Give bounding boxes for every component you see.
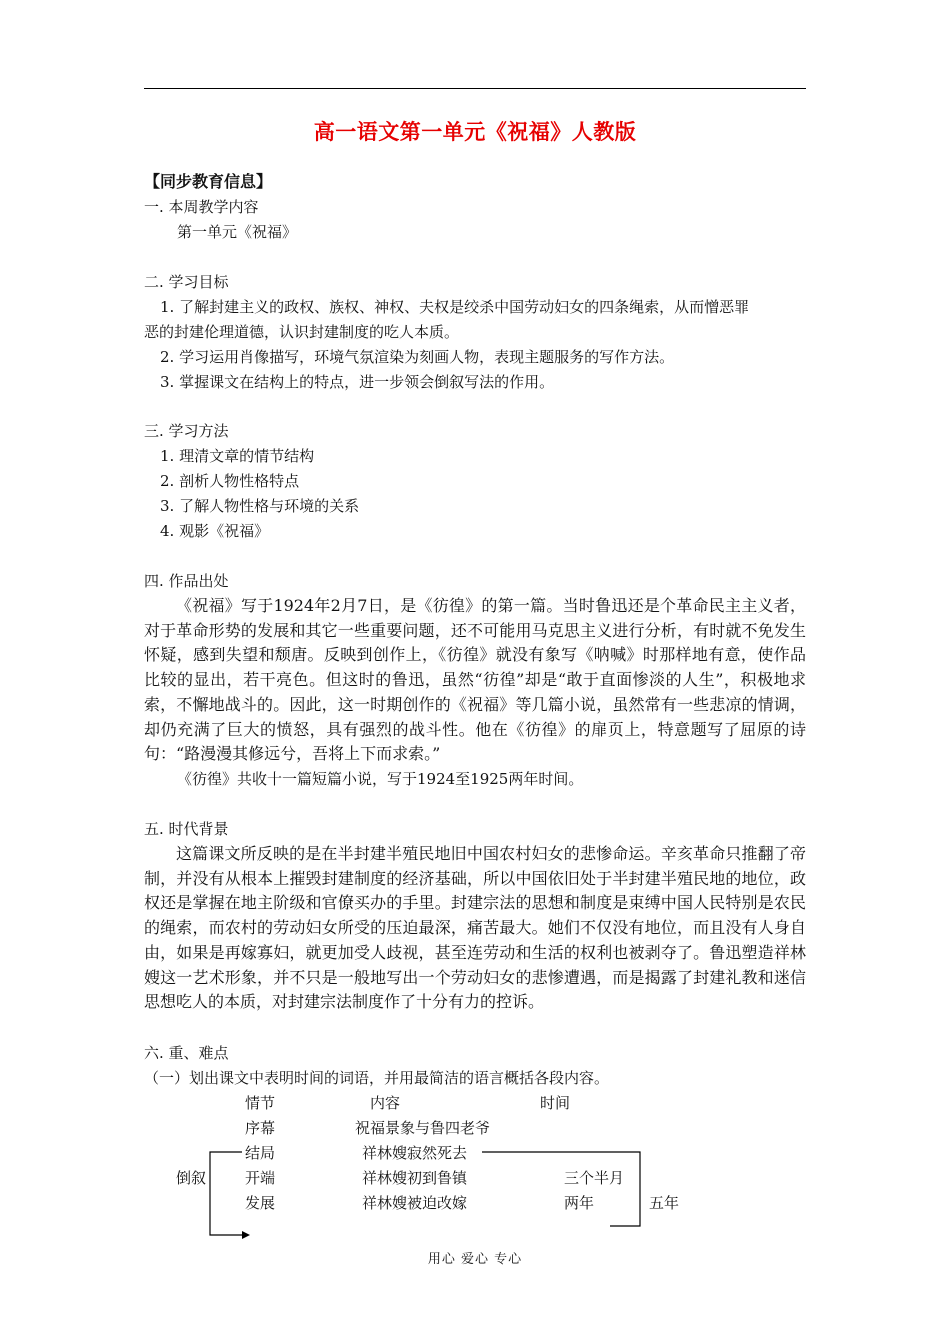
- s1-content: 第一单元《祝福》: [177, 223, 298, 241]
- table-header-content: 内容: [370, 1094, 401, 1112]
- row-3-content: 祥林嫂初到鲁镇: [362, 1169, 468, 1187]
- s3-item-2: 2. 剖析人物性格特点: [160, 472, 300, 490]
- row-2-content: 祥林嫂寂然死去: [362, 1144, 468, 1162]
- s2-item-3: 3. 掌握课文在结构上的特点，进一步领会倒叙写法的作用。: [160, 373, 555, 391]
- page-title: 高一语文第一单元《祝福》人教版: [313, 119, 637, 144]
- row-1-plot: 序幕: [245, 1119, 276, 1137]
- s6-subheading: （一）划出课文中表明时间的词语，并用最简洁的语言概括各段内容。: [144, 1069, 610, 1087]
- row-4-time: 两年: [564, 1194, 595, 1212]
- row-1-content: 祝福景象与鲁四老爷: [355, 1119, 491, 1137]
- s2-item-1-cont: 恶的封建伦理道德，认识封建制度的吃人本质。: [144, 323, 460, 341]
- five-years-label: 五年: [649, 1194, 680, 1212]
- header-rule: [144, 88, 806, 89]
- s5-paragraph: 这篇课文所反映的是在半封建半殖民地旧中国农村妇女的悲惨命运。辛亥革命只推翻了帝制，并没有从根本上摧毁封建制度的经济基础，所以中国依旧处于半封建半殖民地的地位，政权还是掌握在地主阶级和官僚买办的手里。封建宗法的思想和制度是束缚中国人民特别是农民的绳索，而农村的劳动妇女所受的压迫最深，痛苦最大。她们不仅没有地位，而且没有人身自由，如果是再嫁寡妇，就更加受人歧视，甚至连劳动和生活的权利也被剥夺了。鲁迅塑造祥林嫂这一艺术形象，并不只是一般地写出一个劳动妇女的悲惨遭遇，而是揭露了封建礼教和迷信思想吃人的本质，对封建宗法制度作了十分有力的控诉。: [144, 844, 806, 1012]
- row-4-plot: 发展: [245, 1194, 276, 1212]
- row-3-plot: 开端: [245, 1169, 276, 1187]
- s6-heading: 六. 重、难点: [144, 1044, 229, 1062]
- s4-heading: 四. 作品出处: [144, 572, 229, 590]
- s3-item-4: 4. 观影《祝福》: [160, 522, 270, 540]
- flashback-arrow-line: [210, 1152, 244, 1235]
- section-heading: 【同步教育信息】: [144, 172, 273, 191]
- s1-heading: 一. 本周教学内容: [144, 198, 259, 216]
- s3-item-1: 1. 理清文章的情节结构: [160, 447, 315, 465]
- row-3-time: 三个半月: [564, 1169, 625, 1187]
- row-4-content: 祥林嫂被迫改嫁: [362, 1194, 468, 1212]
- flashback-arrowhead: [242, 1231, 250, 1239]
- s4-paragraph-1: 《祝福》写于1924年2月7日，是《彷徨》的第一篇。当时鲁迅还是个革命民主主义者，对于革命形势的发展和其它一些重要问题，还不可能用马克思主义进行分析，有时就不免发生怀疑，感到失望和颓唐。反映到创作上，《彷徨》就没有象写《呐喊》时那样地有意，使作品比较的显出，若干亮色。但这时的鲁迅，虽然“彷徨”却是“敢于直面惨淡的人生”，积极地求索，不懈地战斗的。因此，这一时期创作的《祝福》等几篇小说，虽然常有一些悲凉的情调，却仍充满了巨大的愤怒，具有强烈的战斗性。他在《彷徨》的扉页上，特意题写了屈原的诗句：“路漫漫其修远兮，吾将上下而求索。”: [144, 596, 806, 764]
- s2-item-2: 2. 学习运用肖像描写，环境气氛渲染为刻画人物，表现主题服务的写作方法。: [160, 348, 675, 366]
- row-2-plot: 结局: [245, 1144, 276, 1162]
- s3-heading: 三. 学习方法: [144, 422, 229, 440]
- time-bracket-line: [482, 1152, 640, 1226]
- s2-heading: 二. 学习目标: [144, 273, 229, 291]
- flashback-label: 倒叙: [176, 1169, 207, 1187]
- table-header-time: 时间: [540, 1094, 571, 1112]
- s3-item-3: 3. 了解人物性格与环境的关系: [160, 497, 360, 515]
- s2-item-1: 1. 了解封建主义的政权、族权、神权、夫权是绞杀中国劳动妇女的四条绳索，从而憎恶罪: [160, 298, 750, 316]
- s5-heading: 五. 时代背景: [144, 820, 229, 838]
- table-header-plot: 情节: [245, 1094, 276, 1112]
- page-footer: 用心 爱心 专心: [427, 1252, 523, 1267]
- s4-paragraph-2: 《彷徨》共收十一篇短篇小说，写于1924至1925两年时间。: [177, 770, 584, 788]
